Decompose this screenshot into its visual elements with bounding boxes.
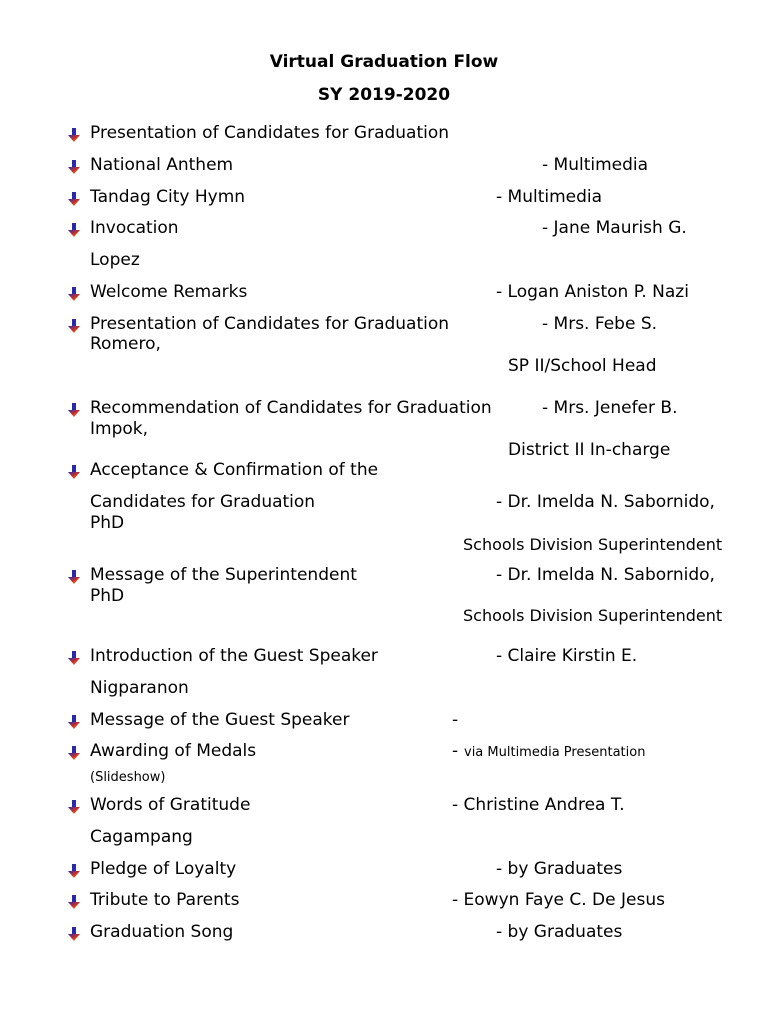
program-detail: - Mrs. Jenefer B. (542, 398, 678, 418)
document-title: Virtual Graduation Flow (269, 52, 499, 72)
bullet-arrow-icon (68, 287, 80, 301)
bullet-arrow-icon (68, 223, 80, 237)
program-detail: - Multimedia (542, 155, 649, 175)
program-detail: - by Graduates (496, 922, 623, 942)
bullet-arrow-icon (68, 465, 80, 479)
program-detail: - Jane Maurish G. (542, 218, 687, 238)
bullet-arrow-icon (68, 927, 80, 941)
program-item: Welcome Remarks (90, 282, 248, 302)
program-role: Schools Division Superintendent (463, 535, 723, 554)
program-detail-wrap: PhD (90, 586, 125, 606)
program-detail-wrap: Romero, (90, 334, 161, 354)
program-item: National Anthem (90, 155, 234, 175)
program-detail: via Multimedia Presentation (464, 745, 646, 760)
bullet-arrow-icon (68, 715, 80, 729)
program-detail: - Dr. Imelda N. Sabornido, (496, 492, 715, 512)
program-detail-wrap: Lopez (90, 250, 140, 270)
program-item: Words of Gratitude (90, 795, 251, 815)
bullet-arrow-icon (68, 864, 80, 878)
program-detail: - Dr. Imelda N. Sabornido, (496, 565, 715, 585)
program-detail: - Multimedia (496, 187, 603, 207)
bullet-arrow-icon (68, 403, 80, 417)
program-detail-wrap: Impok, (90, 419, 149, 439)
program-detail: - Mrs. Febe S. (542, 314, 658, 334)
bullet-arrow-icon (68, 570, 80, 584)
bullet-arrow-icon (68, 319, 80, 333)
program-detail-dash: - (452, 741, 459, 761)
program-item: Recommendation of Candidates for Graduation (90, 398, 492, 418)
program-detail: - Christine Andrea T. (452, 795, 625, 815)
program-item: Presentation of Candidates for Graduation (90, 123, 450, 143)
program-detail-wrap: (Slideshow) (90, 770, 166, 785)
bullet-arrow-icon (68, 192, 80, 206)
bullet-arrow-icon (68, 160, 80, 174)
bullet-arrow-icon (68, 651, 80, 665)
program-detail: - Eowyn Faye C. De Jesus (452, 890, 665, 910)
program-detail: - by Graduates (496, 859, 623, 879)
bullet-arrow-icon (68, 746, 80, 760)
program-detail: - Logan Aniston P. Nazi (496, 282, 689, 302)
bullet-arrow-icon (68, 800, 80, 814)
program-detail: - Claire Kirstin E. (496, 646, 638, 666)
document-subtitle: SY 2019-2020 (317, 85, 451, 105)
program-item: Acceptance & Confirmation of the (90, 460, 379, 480)
program-item: Message of the Guest Speaker (90, 710, 350, 730)
program-item: Invocation (90, 218, 179, 238)
program-detail-wrap: PhD (90, 513, 125, 533)
program-detail-wrap: Nigparanon (90, 678, 189, 698)
program-item: Tandag City Hymn (90, 187, 246, 207)
program-item: Tribute to Parents (90, 890, 240, 910)
program-item: Pledge of Loyalty (90, 859, 237, 879)
program-item: Graduation Song (90, 922, 234, 942)
program-item: Presentation of Candidates for Graduation (90, 314, 450, 334)
program-detail-wrap: Cagampang (90, 827, 193, 847)
program-item-line2: Candidates for Graduation (90, 492, 316, 512)
program-role: Schools Division Superintendent (463, 606, 723, 625)
bullet-arrow-icon (68, 128, 80, 142)
program-item: Introduction of the Guest Speaker (90, 646, 378, 666)
program-role: SP II/School Head (508, 356, 657, 376)
program-item: Awarding of Medals (90, 741, 257, 761)
bullet-arrow-icon (68, 895, 80, 909)
program-item: Message of the Superintendent (90, 565, 357, 585)
program-role: District II In-charge (508, 440, 671, 460)
program-detail: - (452, 710, 459, 730)
